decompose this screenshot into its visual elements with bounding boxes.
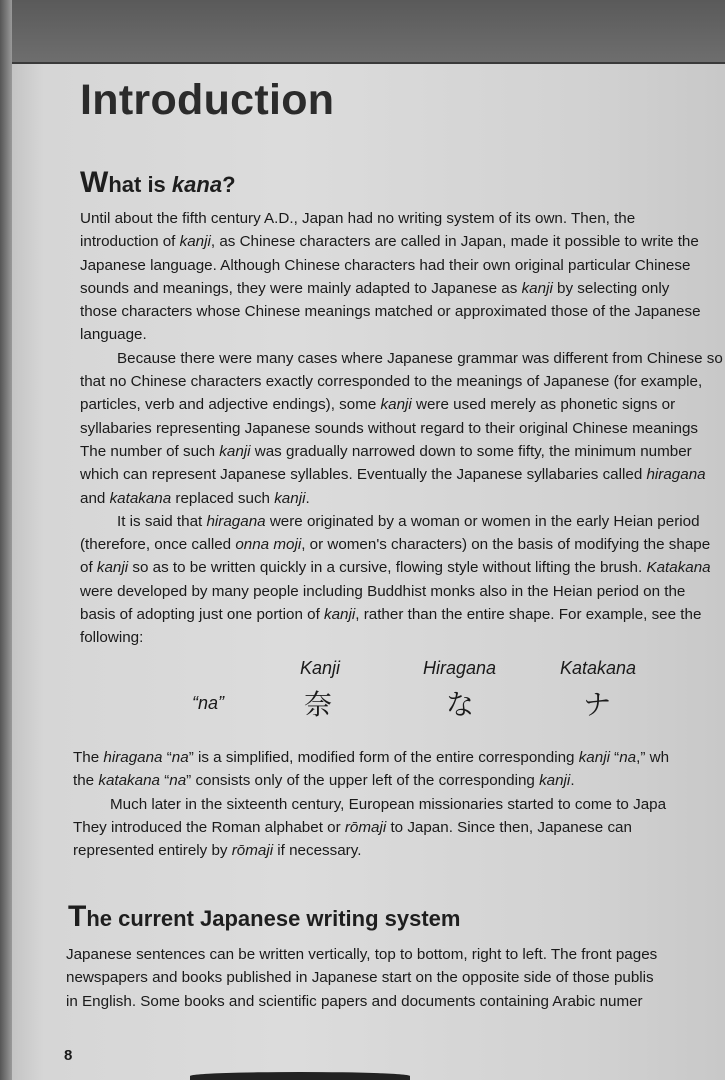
text-segment: the — [73, 772, 99, 790]
text-line — [80, 603, 725, 626]
text-segment: particles, verb and adjective endings), some — [80, 396, 381, 414]
page-title: Introduction — [80, 76, 335, 124]
text-line — [80, 230, 725, 253]
text-segment: , rather than the entire shape. For example, see the — [355, 606, 702, 624]
text-segment: so as to be written quickly in a cursive, flowing style without lifting the brush. — [128, 559, 647, 577]
text-segment: The number of such — [80, 442, 220, 460]
text-line — [73, 746, 725, 769]
text-segment: introduction of — [80, 233, 180, 251]
text-line — [80, 487, 725, 510]
text-segment: (therefore, once called — [80, 536, 236, 554]
example-char-kanji: 奈 — [304, 688, 333, 721]
heading-end: ? — [222, 172, 236, 197]
text-segment: to Japan. Since then, Japanese can — [386, 818, 632, 836]
text-segment: were developed by many people including Buddhist monks also in the Heian period on the — [80, 582, 686, 600]
italic-term: kanji — [539, 772, 571, 790]
text-segment: It is said that — [117, 512, 207, 530]
text-line — [80, 533, 725, 556]
text-line — [80, 370, 725, 393]
text-segment: They introduced the Roman alphabet or — [73, 818, 345, 836]
italic-term: kanji — [219, 442, 251, 460]
text-segment: and — [80, 489, 110, 507]
italic-term: onna moji — [235, 536, 302, 554]
paragraphs-current-writing-system — [66, 943, 725, 1013]
section-heading-what-is-kana — [80, 166, 236, 200]
text-line — [73, 839, 725, 862]
text-segment: “ — [609, 749, 620, 766]
paragraphs-what-is-kana — [80, 207, 725, 650]
text-line — [73, 769, 725, 792]
book-spine-shadow — [0, 0, 12, 1080]
text-segment: ” is a simplified, modified form of the entire corresponding — [188, 749, 579, 766]
text-segment: which can represent Japanese syllables. Eventually the Japanese syllabaries called — [80, 466, 647, 484]
text-segment: were originated by a woman or women in the early Heian period — [265, 512, 700, 530]
text-line — [80, 510, 725, 533]
page-number: 8 — [64, 1047, 73, 1064]
italic-term: Katakana — [646, 559, 711, 577]
text-line — [80, 580, 725, 603]
italic-term: kanji — [274, 489, 306, 507]
example-char-hiragana: な — [446, 688, 475, 721]
text-segment: that no Chinese characters exactly corresponded to the meanings of Japanese (for example, — [80, 373, 703, 391]
text-line — [66, 990, 725, 1013]
text-segment: those characters whose Chinese meanings matched or approximated those of the Japanese — [80, 303, 701, 321]
text-line — [80, 463, 725, 486]
text-line — [66, 966, 725, 989]
section-heading-current-writing-system — [68, 900, 460, 934]
page-header-band — [0, 0, 725, 64]
text-segment: by selecting only — [552, 279, 670, 297]
text-segment: , as Chinese characters are called in Japan, made it possible to write the — [210, 233, 699, 251]
text-segment: , or women's characters) on the basis of modifying the shape — [301, 536, 711, 554]
heading-initial: W — [80, 166, 109, 199]
heading-initial: T — [68, 900, 87, 933]
text-segment: represented entirely by — [73, 842, 232, 860]
text-line — [80, 626, 725, 649]
text-line — [80, 556, 725, 579]
text-segment: following: — [80, 629, 144, 647]
heading-text: he current Japanese writing system — [86, 906, 461, 931]
text-segment: Until about the fifth century A.D., Japan had no writing system of its own. Then, the — [80, 210, 636, 227]
text-line — [80, 300, 725, 323]
text-segment: ” consists only of the upper left of the corresponding — [186, 772, 540, 790]
text-segment: ,” wh — [636, 749, 670, 766]
text-segment: “ — [159, 772, 170, 790]
italic-term: kanji — [578, 749, 610, 766]
text-segment: Japanese language. Although Chinese characters had their own original particular Chinese — [80, 256, 691, 274]
text-segment: of — [80, 559, 97, 577]
text-line — [80, 417, 725, 440]
text-segment: The — [73, 749, 104, 766]
text-segment: Japanese sentences can be written vertically, top to bottom, right to left. The front pages — [66, 946, 658, 963]
italic-term: rōmaji — [231, 842, 274, 860]
example-header-katakana: Katakana — [560, 658, 637, 678]
text-segment: newspapers and books published in Japanese start on the opposite side of those publis — [66, 969, 654, 987]
text-segment: language. — [80, 326, 147, 344]
italic-term: kanji — [324, 606, 356, 624]
text-line — [73, 816, 725, 839]
text-segment: if necessary. — [273, 842, 362, 860]
text-segment: sounds and meanings, they were mainly adapted to Japanese as — [80, 279, 522, 297]
italic-term: kanji — [96, 559, 129, 577]
text-segment: was gradually narrowed down to some fifty, the minimum number — [250, 442, 692, 460]
italic-term: katakana — [98, 772, 160, 790]
text-segment: syllabaries representing Japanese sounds without regard to their original Chinese meanings — [80, 419, 698, 437]
text-line — [66, 943, 725, 966]
text-segment: Much later in the sixteenth century, European missionaries started to come to Japa — [110, 795, 667, 813]
italic-term: na — [619, 749, 637, 766]
example-header-hiragana: Hiragana — [423, 658, 497, 678]
text-segment: . — [570, 772, 575, 790]
text-segment: were used merely as phonetic signs or — [411, 396, 676, 414]
text-segment: basis of adopting just one portion of — [80, 606, 325, 624]
text-line — [80, 207, 725, 230]
italic-term: kanji — [521, 279, 553, 297]
page-edge-shadow — [190, 1072, 410, 1080]
text-line — [73, 793, 725, 816]
text-line — [80, 323, 725, 346]
text-line — [80, 254, 725, 277]
text-segment: replaced such — [171, 489, 275, 507]
example-label: “na” — [192, 693, 225, 713]
italic-term: hiragana — [206, 512, 266, 530]
text-line — [80, 347, 725, 370]
text-segment: in English. Some books and scientific papers and documents containing Arabic numer — [66, 992, 643, 1010]
italic-term: na — [169, 772, 187, 790]
text-segment: . — [305, 489, 310, 507]
text-line — [80, 440, 725, 463]
text-segment: “ — [162, 749, 172, 766]
heading-text: hat is — [108, 172, 172, 197]
example-char-katakana: ナ — [583, 688, 612, 721]
paragraphs-after-example — [73, 746, 725, 862]
text-segment: Because there were many cases where Japanese grammar was different from Chinese so — [117, 349, 723, 367]
italic-term: hiragana — [103, 749, 163, 766]
text-line — [80, 277, 725, 300]
italic-term: rōmaji — [344, 818, 387, 836]
italic-term: hiragana — [646, 466, 706, 484]
italic-term: kanji — [380, 396, 412, 414]
italic-term: kanji — [179, 233, 211, 251]
heading-italic: kana — [171, 172, 223, 197]
italic-term: katakana — [109, 489, 172, 507]
italic-term: na — [171, 749, 189, 766]
example-header-kanji: Kanji — [300, 658, 341, 678]
text-line — [80, 393, 725, 416]
